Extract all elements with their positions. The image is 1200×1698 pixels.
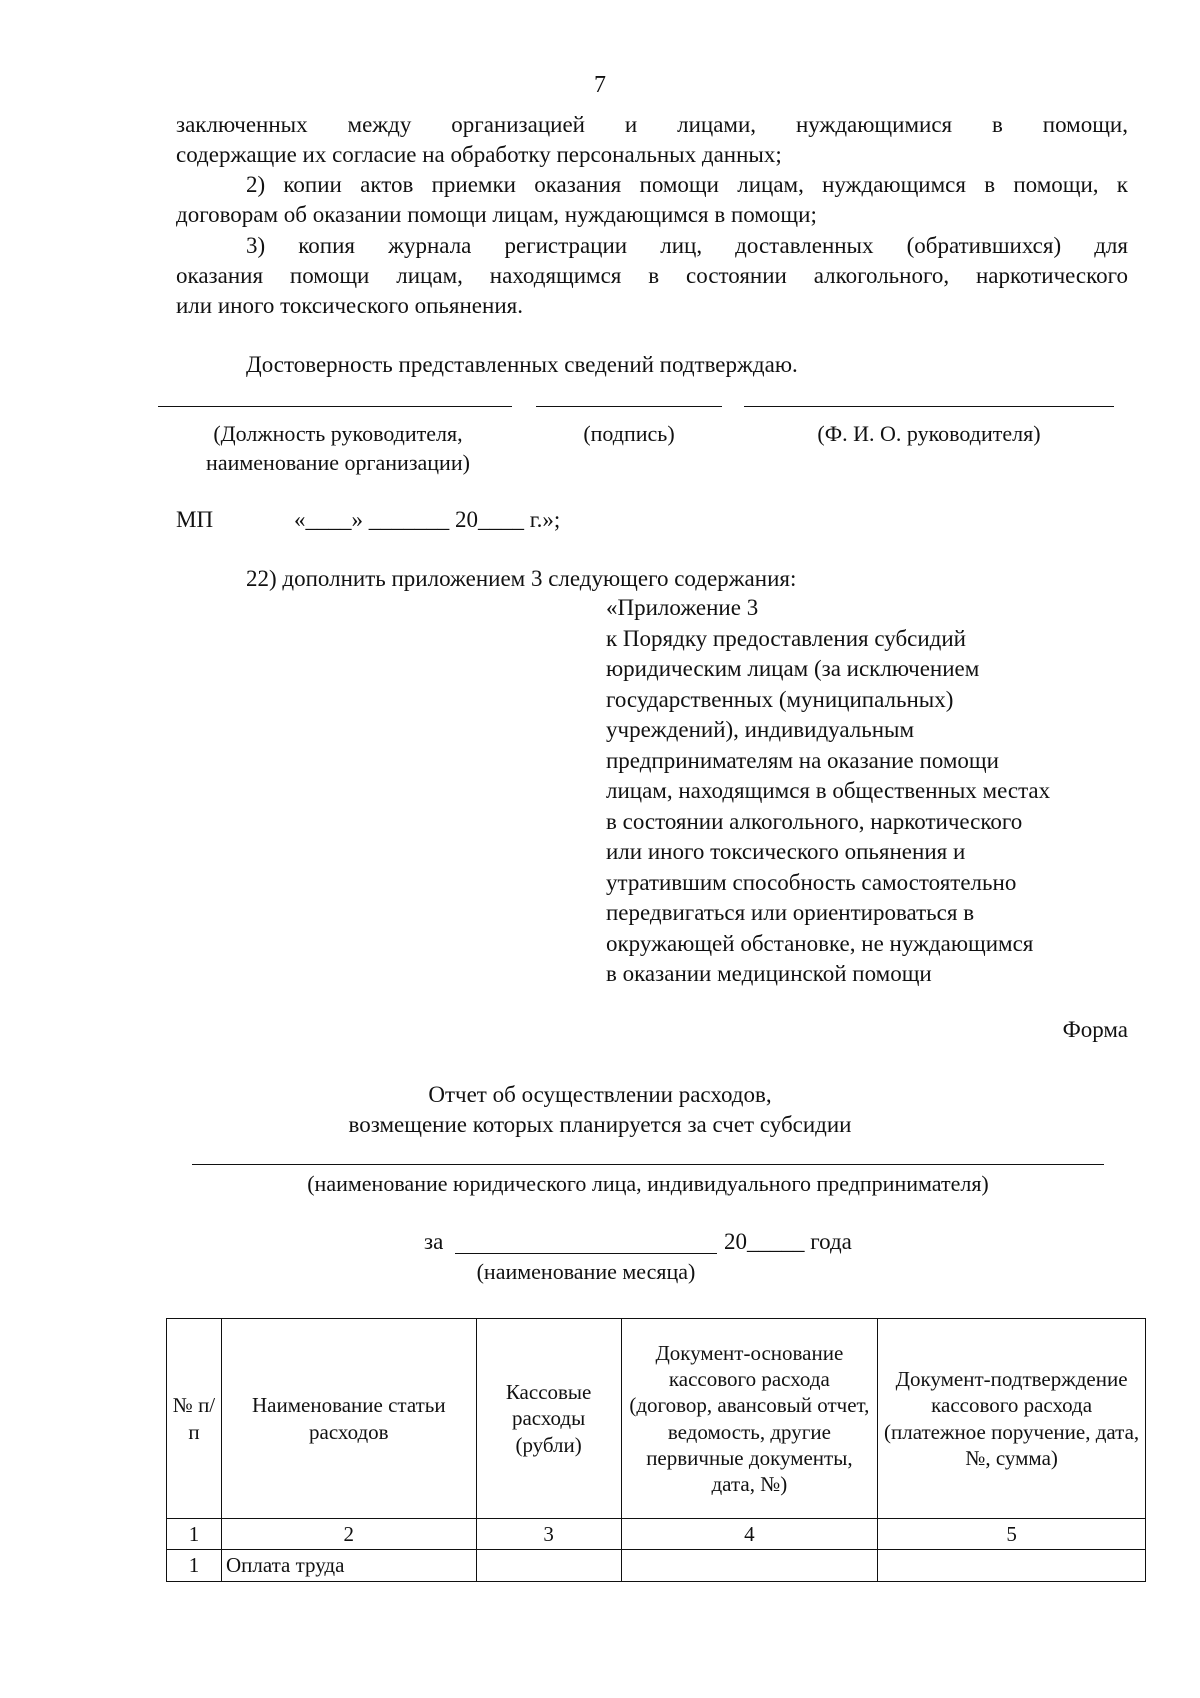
table-cell: 1: [167, 1550, 222, 1581]
table-header-row: [167, 1319, 1146, 1519]
paragraph-line: содержащие их согласие на обработку персональных данных;: [176, 142, 782, 167]
table-cell: [476, 1550, 621, 1581]
position-caption-line: (Должность руководителя,: [213, 421, 463, 446]
position-caption-line: наименование организации): [206, 449, 470, 475]
header-basis-document: Документ-основание кассового расхода (договор, авансовый отчет, ведомость, другие первичные документы, дата, №): [621, 1319, 878, 1519]
signature-line: [536, 406, 722, 407]
column-number: 2: [221, 1519, 476, 1550]
month-caption: (наименование месяца): [476, 1259, 696, 1284]
column-number: 3: [476, 1519, 621, 1550]
paragraph-line: заключенных между организацией и лицами, нуждающимися в помощи,: [176, 112, 1128, 137]
report-title: Отчет об осуществлении расходов,: [428, 1082, 772, 1107]
appendix-line: государственных (муниципальных): [606, 686, 954, 712]
paragraph-line: договорам об оказании помощи лицам, нуждающимся в помощи;: [176, 202, 817, 227]
appendix-line: предпринимателям на оказание помощи: [606, 747, 999, 773]
fio-line: [744, 406, 1114, 407]
column-number: 1: [167, 1519, 222, 1550]
position-line: [158, 406, 512, 407]
fio-caption: (Ф. И. О. руководителя): [817, 421, 1041, 446]
appendix-line: учреждений), индивидуальным: [606, 717, 915, 742]
appendix-line: юридическим лицам (за исключением: [606, 656, 980, 681]
appendix-line: в состоянии алкогольного, наркотического: [606, 808, 1023, 834]
stamp-mark: МП: [176, 507, 214, 532]
paragraph-line: или иного токсического опьянения.: [176, 293, 523, 318]
confirmation-text: Достоверность представленных сведений подтверждаю.: [246, 352, 798, 377]
entity-name-line: [192, 1164, 1104, 1165]
column-number: 5: [878, 1519, 1146, 1550]
paragraph-line: 2) копии актов приемки оказания помощи лицам, нуждающимся в помощи, к: [246, 172, 1128, 197]
appendix-line: утратившим способность самостоятельно: [606, 869, 1017, 895]
signature-caption: (подпись): [583, 421, 675, 446]
report-title: возмещение которых планируется за счет субсидии: [348, 1112, 852, 1137]
period-year: 20_____ года: [724, 1229, 852, 1254]
table-cell: [878, 1550, 1146, 1581]
expense-report-table: [166, 1318, 1146, 1582]
header-expense-item: Наименование статьи расходов: [221, 1319, 476, 1519]
page-number: 7: [594, 72, 606, 98]
appendix-line: в оказании медицинской помощи: [606, 961, 932, 986]
appendix-heading: [606, 593, 1166, 990]
month-line: [455, 1253, 717, 1254]
form-label: Форма: [1062, 1017, 1128, 1042]
header-confirmation-document: Документ-подтверждение кассового расхода (платежное поручение, дата, №, сумма): [878, 1319, 1146, 1519]
appendix-line: лицам, находящимся в общественных местах: [606, 778, 1051, 803]
table-cell: [621, 1550, 878, 1581]
table-row: [167, 1550, 1146, 1581]
appendix-line: окружающей обстановке, не нуждающимся: [606, 930, 1034, 956]
header-number: № п/п: [167, 1319, 222, 1519]
paragraph-line: 3) копия журнала регистрации лиц, доставленных (обратившихся) для: [246, 233, 1128, 258]
table-cell: Оплата труда: [221, 1550, 476, 1581]
appendix-line: «Приложение 3: [606, 595, 759, 620]
date-line: «____» _______ 20____ г.»;: [294, 507, 561, 532]
header-cash-expenses: Кассовые расходы (рубли): [476, 1319, 621, 1519]
appendix-line: или иного токсического опьянения и: [606, 839, 966, 864]
appendix-line: к Порядку предоставления субсидий: [606, 625, 966, 651]
table-column-numbers: [167, 1519, 1146, 1550]
item-22: 22) дополнить приложением 3 следующего содержания:: [246, 566, 797, 591]
entity-caption: (наименование юридического лица, индивидуального предпринимателя): [307, 1171, 989, 1196]
paragraph-line: оказания помощи лицам, находящимся в состоянии алкогольного, наркотического: [176, 263, 1128, 288]
period-za: за: [424, 1229, 444, 1254]
appendix-line: передвигаться или ориентироваться в: [606, 900, 975, 925]
column-number: 4: [621, 1519, 878, 1550]
position-caption: [158, 420, 518, 477]
